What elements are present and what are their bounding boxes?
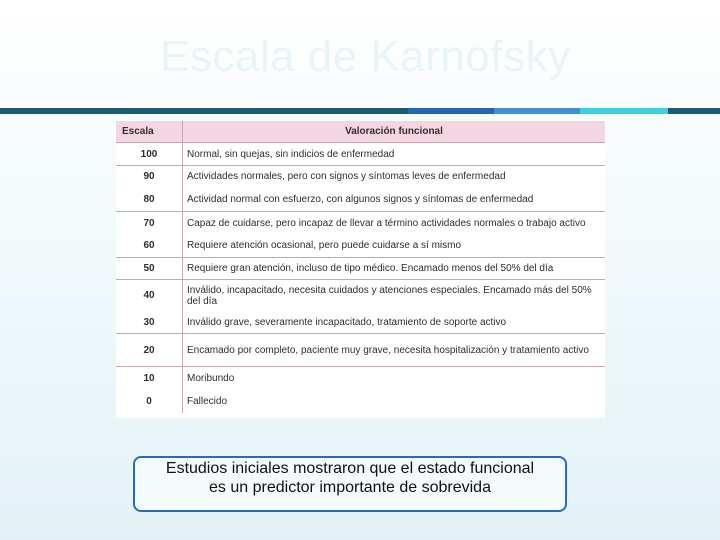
scale-cell: 30	[116, 312, 183, 334]
scale-cell: 10	[116, 367, 183, 390]
divider-segment-dark-end	[668, 108, 720, 114]
desc-cell: Fallecido	[187, 395, 228, 407]
divider-segment-cyan	[580, 108, 668, 114]
scale-cell: 100	[116, 143, 183, 166]
callout-line-1: Estudios iniciales mostraron que el estado funcional	[165, 460, 535, 477]
header-scale: Escala	[116, 121, 183, 143]
divider-segment-light-blue	[494, 108, 580, 114]
scale-cell: 90	[116, 166, 183, 188]
divider-segment-blue	[408, 108, 494, 114]
desc-cell: Inválido grave, severamente incapacitado, tratamiento de soporte activo	[187, 316, 507, 328]
desc-cell: Actividades normales, pero con signos y síntomas leves de enfermedad	[183, 166, 606, 188]
desc-cell: Requiere gran atención, incluso de tipo médico. Encamado menos del 50% del día	[183, 258, 606, 280]
scale-cell: 20	[116, 334, 183, 367]
desc-cell: Actividad normal con esfuerzo, con algunos signos y síntomas de enfermedad	[187, 193, 534, 205]
desc-cell: Moribundo	[183, 367, 606, 390]
scale-cell: 0	[116, 390, 183, 413]
callout-box	[133, 456, 567, 512]
scale-cell: 60	[116, 235, 183, 258]
callout-line-2: es un predictor importante de sobrevida	[209, 479, 491, 496]
divider-segment-dark	[0, 108, 408, 114]
scale-cell: 70	[116, 212, 183, 235]
desc-cell: Requiere atención ocasional, pero puede cuidarse a sí mismo	[187, 240, 462, 252]
karnofsky-table	[116, 121, 605, 418]
desc-cell: Inválido, incapacitado, necesita cuidados y atenciones especiales. Encamado más del 50% del día	[183, 280, 606, 312]
header-valoracion: Valoración funcional	[183, 121, 606, 143]
desc-cell: Normal, sin quejas, sin indicios de enfermedad	[187, 148, 395, 160]
scale-cell: 40	[116, 280, 183, 312]
desc-cell: Capaz de cuidarse, pero incapaz de llevar a término actividades normales o trabajo activo	[183, 212, 606, 235]
desc-cell: Encamado por completo, paciente muy grave, necesita hospitalización y tratamiento activo	[183, 334, 606, 367]
slide-title: Escala de Karnofsky	[160, 32, 571, 81]
scale-cell: 50	[116, 258, 183, 280]
scale-cell: 80	[116, 188, 183, 212]
